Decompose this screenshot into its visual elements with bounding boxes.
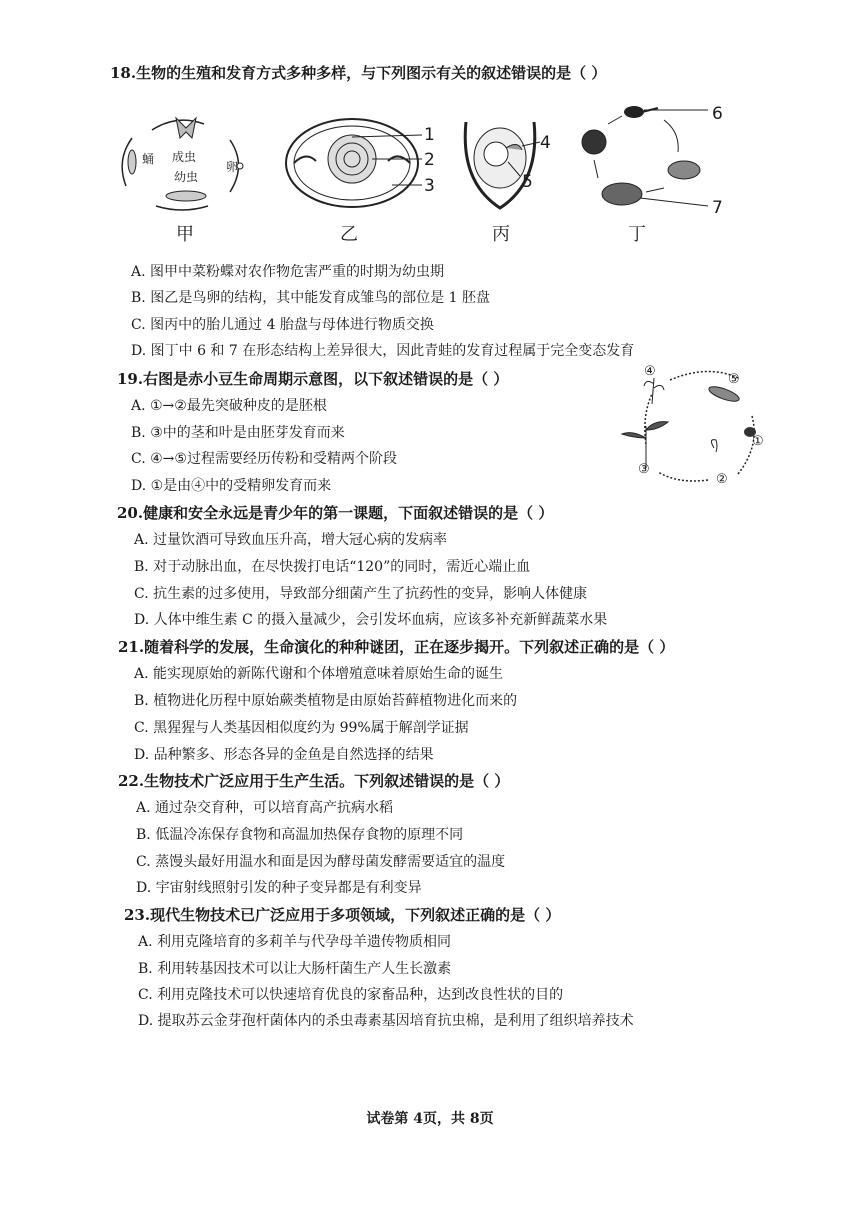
q22-option-d: D. 宇宙射线照射引发的种子变异都是有利变异 xyxy=(136,880,422,896)
q20-option-a: A. 过量饮酒可导致血压升高，增大冠心病的发病率 xyxy=(134,532,448,548)
callout-6: 6 xyxy=(712,104,723,124)
q22-option-c: C. 蒸馒头最好用温水和面是因为酵母菌发酵需要适宜的温度 xyxy=(136,854,506,870)
q21-option-a: A. 能实现原始的新陈代谢和个体增殖意味着原始生命的诞生 xyxy=(134,666,504,682)
figure-bing-fetus xyxy=(460,112,540,216)
q19-option-c: C. ④→⑤过程需要经历传粉和受精两个阶段 xyxy=(131,451,397,467)
q23-option-b: B. 利用转基因技术可以让大肠杆菌生产人生长激素 xyxy=(138,961,452,977)
q20-option-b: B. 对于动脉出血，在尽快拨打电话“120”的同时，需近心端止血 xyxy=(134,559,531,575)
q23-option-d: D. 提取苏云金芽孢杆菌体内的杀虫毒素基因培育抗虫棉，是利用了组织培养技术 xyxy=(138,1013,634,1029)
q21-option-b: B. 植物进化历程中原始蕨类植物是由原始苔藓植物进化而来的 xyxy=(134,693,518,709)
question-18-stem: 18.生物的生殖和发育方式多种多样，与下列图示有关的叙述错误的是（ ） xyxy=(110,64,607,82)
panel-label-yi: 乙 xyxy=(340,224,358,245)
callout-7: 7 xyxy=(712,198,723,218)
question-21-stem: 21.随着科学的发展，生命演化的种种谜团，正在逐步揭开。下列叙述正确的是（ ） xyxy=(118,638,675,656)
figure-ding-frog-cycle xyxy=(578,98,718,216)
question-19-stem: 19.右图是赤小豆生命周期示意图，以下叙述错误的是（ ） xyxy=(117,370,509,388)
question-23-stem: 23.现代生物技术已广泛应用于多项领域，下列叙述正确的是（ ） xyxy=(124,906,561,924)
q19-option-d: D. ①是由④中的受精卵发育而来 xyxy=(131,478,332,494)
callout-4: 4 xyxy=(540,133,551,153)
panel-label-jia: 甲 xyxy=(176,224,194,245)
jia-larva-label: 幼虫 xyxy=(174,170,199,184)
panel-label-ding: 丁 xyxy=(628,224,646,245)
callout-1: 1 xyxy=(424,125,435,145)
q18-option-a: A. 图甲中菜粉蝶对农作物危害严重的时期为幼虫期 xyxy=(131,264,445,280)
callout-3: 3 xyxy=(424,176,435,196)
q18-option-c: C. 图丙中的胎儿通过 4 胎盘与母体进行物质交换 xyxy=(131,317,434,333)
stage-label-3: ③ xyxy=(638,462,650,477)
q18-option-b: B. 图乙是鸟卵的结构，其中能发育成雏鸟的部位是 1 胚盘 xyxy=(131,290,490,306)
q21-option-c: C. 黑猩猩与人类基因相似度约为 99%属于解剖学证据 xyxy=(134,720,469,736)
jia-adult-label: 成虫 xyxy=(172,150,197,164)
q23-option-a: A. 利用克隆培育的多莉羊与代孕母羊遗传物质相同 xyxy=(138,934,452,950)
stage-label-4: ④ xyxy=(644,364,656,379)
q19-option-a: A. ①→②最先突破种皮的是胚根 xyxy=(131,398,327,414)
page-footer: 试卷第 4页，共 8页 xyxy=(366,1111,494,1127)
stage-label-1: ① xyxy=(752,434,764,449)
q21-option-d: D. 品种繁多、形态各异的金鱼是自然选择的结果 xyxy=(134,747,434,763)
stage-label-5: ⑤ xyxy=(728,372,740,387)
jia-egg-label: 卵 xyxy=(226,160,239,174)
q23-option-c: C. 利用克隆技术可以快速培育优良的家畜品种，达到改良性状的目的 xyxy=(138,987,564,1003)
question-22-stem: 22.生物技术广泛应用于生产生活。下列叙述错误的是（ ） xyxy=(118,772,510,790)
callout-5: 5 xyxy=(522,172,533,192)
q18-option-d: D. 图丁中 6 和 7 在形态结构上差异很大，因此青蛙的发育过程属于完全变态发育 xyxy=(131,343,635,359)
question-20-stem: 20.健康和安全永远是青少年的第一课题，下面叙述错误的是（ ） xyxy=(117,504,554,522)
q19-option-b: B. ③中的茎和叶是由胚芽发育而来 xyxy=(131,425,345,441)
q20-option-c: C. 抗生素的过多使用，导致部分细菌产生了抗药性的变异，影响人体健康 xyxy=(134,586,588,602)
q22-option-b: B. 低温冷冻保存食物和高温加热保存食物的原理不同 xyxy=(136,827,464,843)
panel-label-bing: 丙 xyxy=(492,224,510,245)
callout-2: 2 xyxy=(424,150,435,170)
jia-pupa-label: 蛹 xyxy=(142,152,155,166)
q22-option-a: A. 通过杂交育种，可以培育高产抗病水稻 xyxy=(136,800,394,816)
stage-label-2: ② xyxy=(716,472,728,487)
q20-option-d: D. 人体中维生素 C 的摄入量减少，会引发坏血病，应该多补充新鲜蔬菜水果 xyxy=(134,612,608,628)
figure-yi-bird-egg xyxy=(282,115,422,211)
